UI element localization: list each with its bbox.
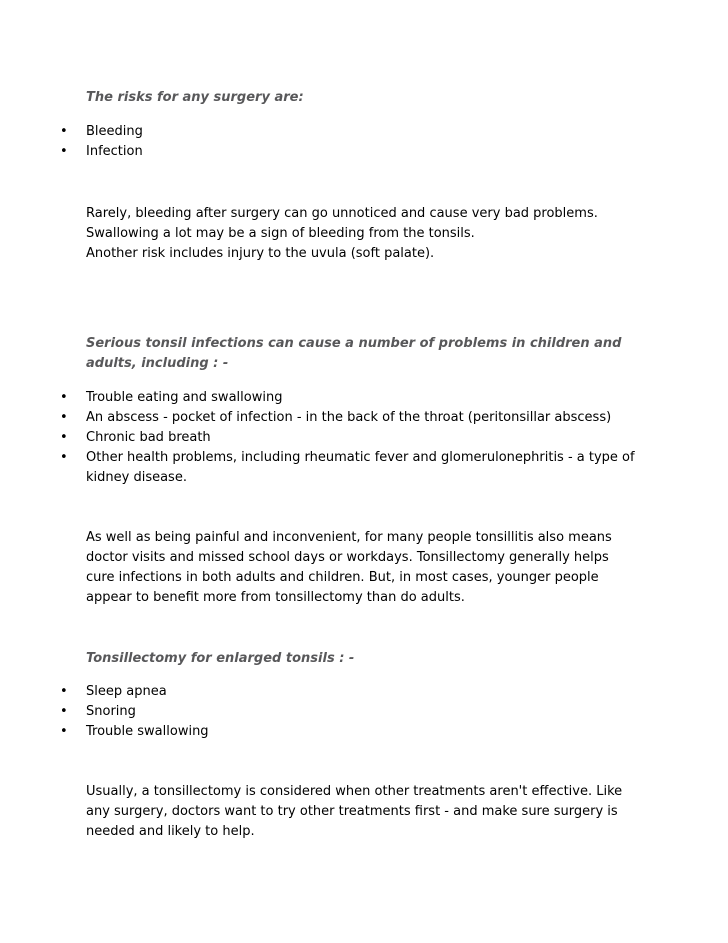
enlarged-list	[0, 682, 700, 742]
tonsillitis-paragraph	[86, 528, 656, 608]
paragraph-line: any surgery, doctors want to try other treatments first - and make sure surgery is	[86, 804, 618, 819]
paragraph-line: Another risk includes injury to the uvula (soft palate).	[86, 246, 435, 261]
paragraph-line: doctor visits and missed school days or workdays. Tonsillectomy generally helps	[86, 550, 609, 565]
list-item	[0, 142, 700, 162]
list-item	[0, 388, 700, 408]
list-item-text	[86, 408, 700, 428]
paragraph-line: Rarely, bleeding after surgery can go unnoticed and cause very bad problems.	[86, 206, 598, 221]
bullet-icon: •	[60, 390, 68, 405]
paragraph-line: cure infections in both adults and children. But, in most cases, younger people	[86, 570, 599, 585]
list-item	[0, 408, 700, 428]
list-item-line: An abscess - pocket of infection - in the back of the throat (peritonsillar abscess)	[86, 410, 612, 425]
list-item-line: kidney disease.	[86, 470, 187, 485]
list-item-text: Snoring	[86, 704, 136, 719]
risks-list	[0, 122, 700, 162]
list-item	[0, 682, 700, 702]
usually-paragraph	[86, 782, 656, 842]
bullet-icon: •	[60, 724, 68, 739]
bullet-icon: •	[60, 704, 68, 719]
list-item-text	[86, 428, 700, 448]
list-item-text: Trouble swallowing	[86, 724, 209, 739]
risks-heading: The risks for any surgery are:	[86, 90, 304, 105]
list-item-text: Bleeding	[86, 124, 143, 139]
paragraph-line: As well as being painful and inconvenient, for many people tonsillitis also means	[86, 530, 612, 545]
infections-list	[0, 388, 700, 488]
list-item-text	[86, 448, 700, 488]
list-item-line: Chronic bad breath	[86, 430, 211, 445]
bullet-icon: •	[60, 144, 68, 159]
list-item-line: Other health problems, including rheumatic fever and glomerulonephritis - a type of	[86, 450, 635, 465]
bullet-icon: •	[60, 430, 68, 445]
heading-line: Serious tonsil infections can cause a number of problems in children and	[86, 336, 622, 351]
bullet-icon: •	[60, 124, 68, 139]
heading-line: adults, including : -	[86, 356, 229, 371]
list-item	[0, 122, 700, 142]
list-item-line: Trouble eating and swallowing	[86, 390, 283, 405]
list-item-text: Infection	[86, 144, 143, 159]
list-item	[0, 428, 700, 448]
bullet-icon: •	[60, 410, 68, 425]
list-item-text	[86, 388, 700, 408]
paragraph-line: needed and likely to help.	[86, 824, 255, 839]
risks-paragraph	[86, 204, 656, 264]
enlarged-heading: Tonsillectomy for enlarged tonsils : -	[86, 651, 355, 666]
infections-heading	[86, 334, 666, 374]
paragraph-line: Swallowing a lot may be a sign of bleeding from the tonsils.	[86, 226, 475, 241]
paragraph-line: appear to benefit more from tonsillectomy than do adults.	[86, 590, 465, 605]
list-item	[0, 702, 700, 722]
list-item-text: Sleep apnea	[86, 684, 167, 699]
list-item	[0, 722, 700, 742]
bullet-icon: •	[60, 450, 68, 465]
bullet-icon: •	[60, 684, 68, 699]
list-item	[0, 448, 700, 488]
paragraph-line: Usually, a tonsillectomy is considered when other treatments aren't effective. Like	[86, 784, 623, 799]
